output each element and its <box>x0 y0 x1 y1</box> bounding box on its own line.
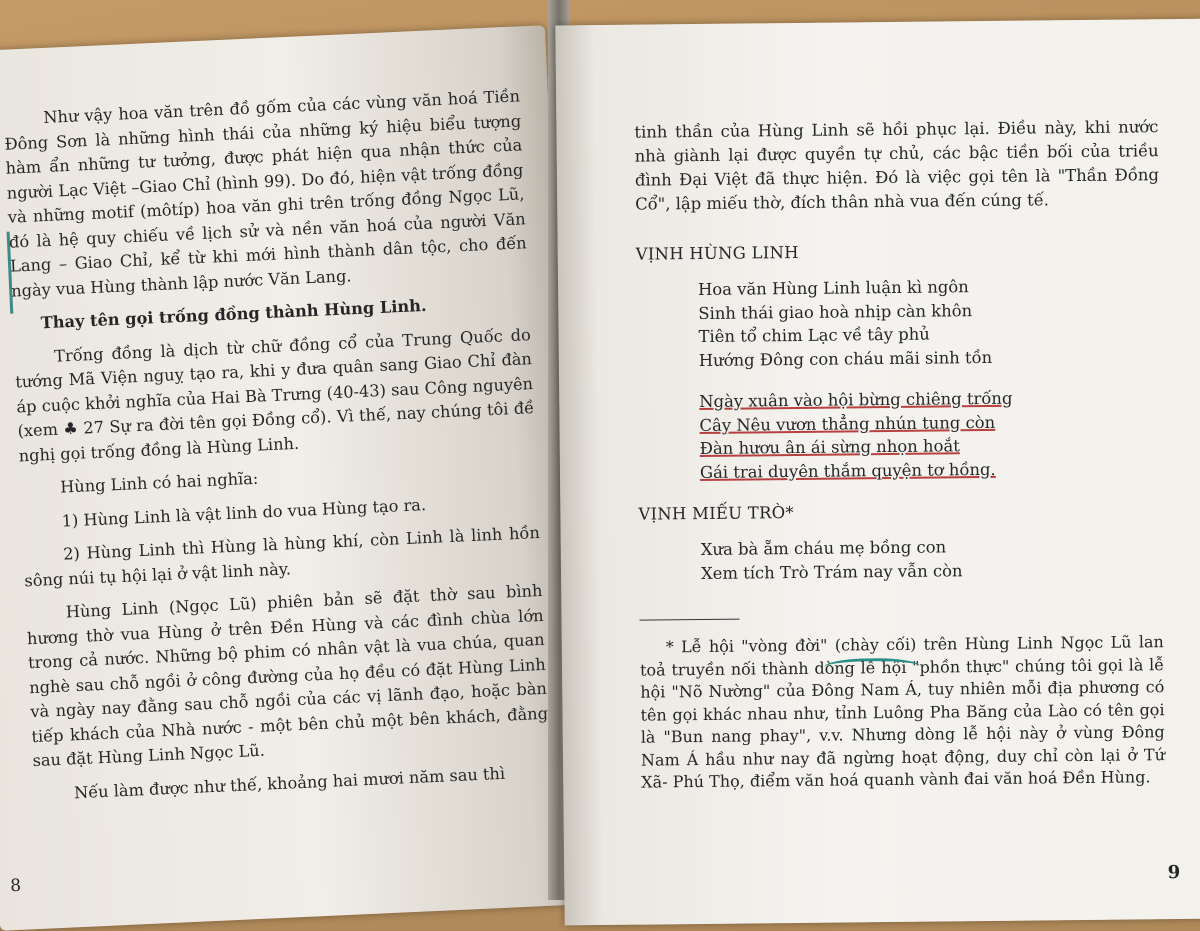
poem-line: Đàn hươu ân ái sừng nhọn hoắt <box>699 436 960 458</box>
paragraph: Như vậy hoa văn trên đồ gốm của các vùng văn hoá Tiền Đông Sơn là những hình thái của những ký hiệu biểu tượng hàm ẩn những tư tưởng, được phát hiện qua nhận thức của người Lạc Việt –Giao Chỉ (hình 99). Do đó, hiện vật trống đồng và những motif (môtíp) hoa văn ghi trên trống đồng Ngọc Lũ, đó là hệ quy chiếu về lịch sử và nền văn hoá của người Văn Lang – Giao Chỉ, kể từ khi mới hình thành dân tộc, cho đến ngày vua Hùng thành lập nước Văn Lang. <box>4 86 528 301</box>
page-number: 8 <box>9 875 22 897</box>
left-page-text <box>3 84 552 816</box>
paragraph: tinh thần của Hùng Linh sẽ hồi phục lại. Điều này, khi nước nhà giành lại được quyền tự chủ, các bậc tiền bối của triều đình Đại Việt đã thực hiện. Đó là việc gọi tên là "Thần Đồng Cổ", lập miếu thờ, đích thân nhà vua đến cúng tế. <box>634 117 1160 214</box>
poem-line: Tiên tổ chim Lạc về tây phủ <box>698 324 930 346</box>
paragraph: Hùng Linh có hai nghĩa: <box>59 468 259 497</box>
paragraph: Hùng Linh (Ngọc Lũ) phiên bản sẽ đặt thờ sau bình hương thờ vua Hùng ở trên Đền Hùng và các đình chùa lớn trong cả nước. Những bộ phim có nhân vật là vua chúa, quan nghè sau chỗ ngồi ở công đường của họ đều có đặt Hùng Linh và ngày nay đằng sau chỗ ngồi của các vị lãnh đạo, hoặc bàn tiếp khách của Nhà nước - một bên chủ một bên khách, đằng sau đặt Hùng Linh Ngọc Lũ. <box>26 580 549 771</box>
poem-title: VỊNH MIẾU TRÒ* <box>638 503 795 524</box>
poem <box>698 273 1162 484</box>
poem-line: Ngày xuân vào hội bừng chiêng trống <box>699 388 1013 411</box>
footnote-rule <box>640 619 740 621</box>
footnote-text: * Lễ hội "vòng đời" (chày cối) trên Hùng Linh Ngọc Lũ lan toả truyền nối thành dòng lễ hội "phồn thực" chúng tôi gọi là lễ hội "Nõ Nường" của Đông Nam Á, tuy nhiên mỗi địa phương có tên gọi khác nhau như, tỉnh Luông Pha Băng của Lào có tên gọi là "Bun nang phay", v.v. Nhưng dòng lễ hội này ở vùng Đông Nam Á hầu như nay đã ngừng hoạt động, duy chỉ còn lại ở Tứ Xã- Phú Thọ, điểm văn hoá quanh vành đai văn hoá Đền Hùng. <box>639 632 1166 792</box>
poem-stanza <box>699 385 1162 484</box>
paragraph: Nếu làm được như thế, khoảng hai mươi năm sau thì <box>73 763 506 802</box>
poem <box>701 533 1163 585</box>
poem-line: Sinh thái giao hoà nhịp càn khôn <box>698 300 973 323</box>
paragraph: Trống đồng là dịch từ chữ đồng cổ của Trung Quốc do tướng Mã Viện nguỵ tạo ra, khi y đưa quân sang Giao Chỉ đàn áp cuộc khởi nghĩa của Hai Bà Trưng (40-43) sau Công nguyên (xem ♣ 27 Sự ra đời tên gọi Đồng cổ). Vì thế, nay chúng tôi đề nghị gọi trống đồng là Hùng Linh. <box>14 324 535 465</box>
poem-line: Xưa bà ẵm cháu mẹ bồng con <box>700 537 947 559</box>
paragraph: 2) Hùng Linh thì Hùng là hùng khí, còn Linh là linh hồn sông núi tụ hội lại ở vật linh này. <box>23 522 541 590</box>
poem-line: Gái trai duyên thắm quyện tơ hồng. <box>699 459 996 482</box>
poem-line: Hoa văn Hùng Linh luận kì ngôn <box>697 277 969 299</box>
poem-line: Hướng Đông con cháu mãi sinh tồn <box>698 347 993 370</box>
right-page-text <box>634 115 1165 794</box>
poem-stanza <box>698 273 1161 372</box>
right-page <box>555 19 1200 926</box>
paragraph: 1) Hùng Linh là vật linh do vua Hùng tạo ra. <box>61 494 427 531</box>
left-page <box>0 25 585 931</box>
section-heading: Thay tên gọi trống đồng thành Hùng Linh. <box>40 295 427 333</box>
page-number: 9 <box>1167 861 1181 884</box>
poem-line: Xem tích Trò Trám nay vẫn còn <box>700 560 963 583</box>
poem-title: VỊNH HÙNG LINH <box>635 242 799 264</box>
footnote <box>640 631 1166 794</box>
poem-line: Cây Nêu vươn thẳng nhún tung còn <box>699 412 996 435</box>
